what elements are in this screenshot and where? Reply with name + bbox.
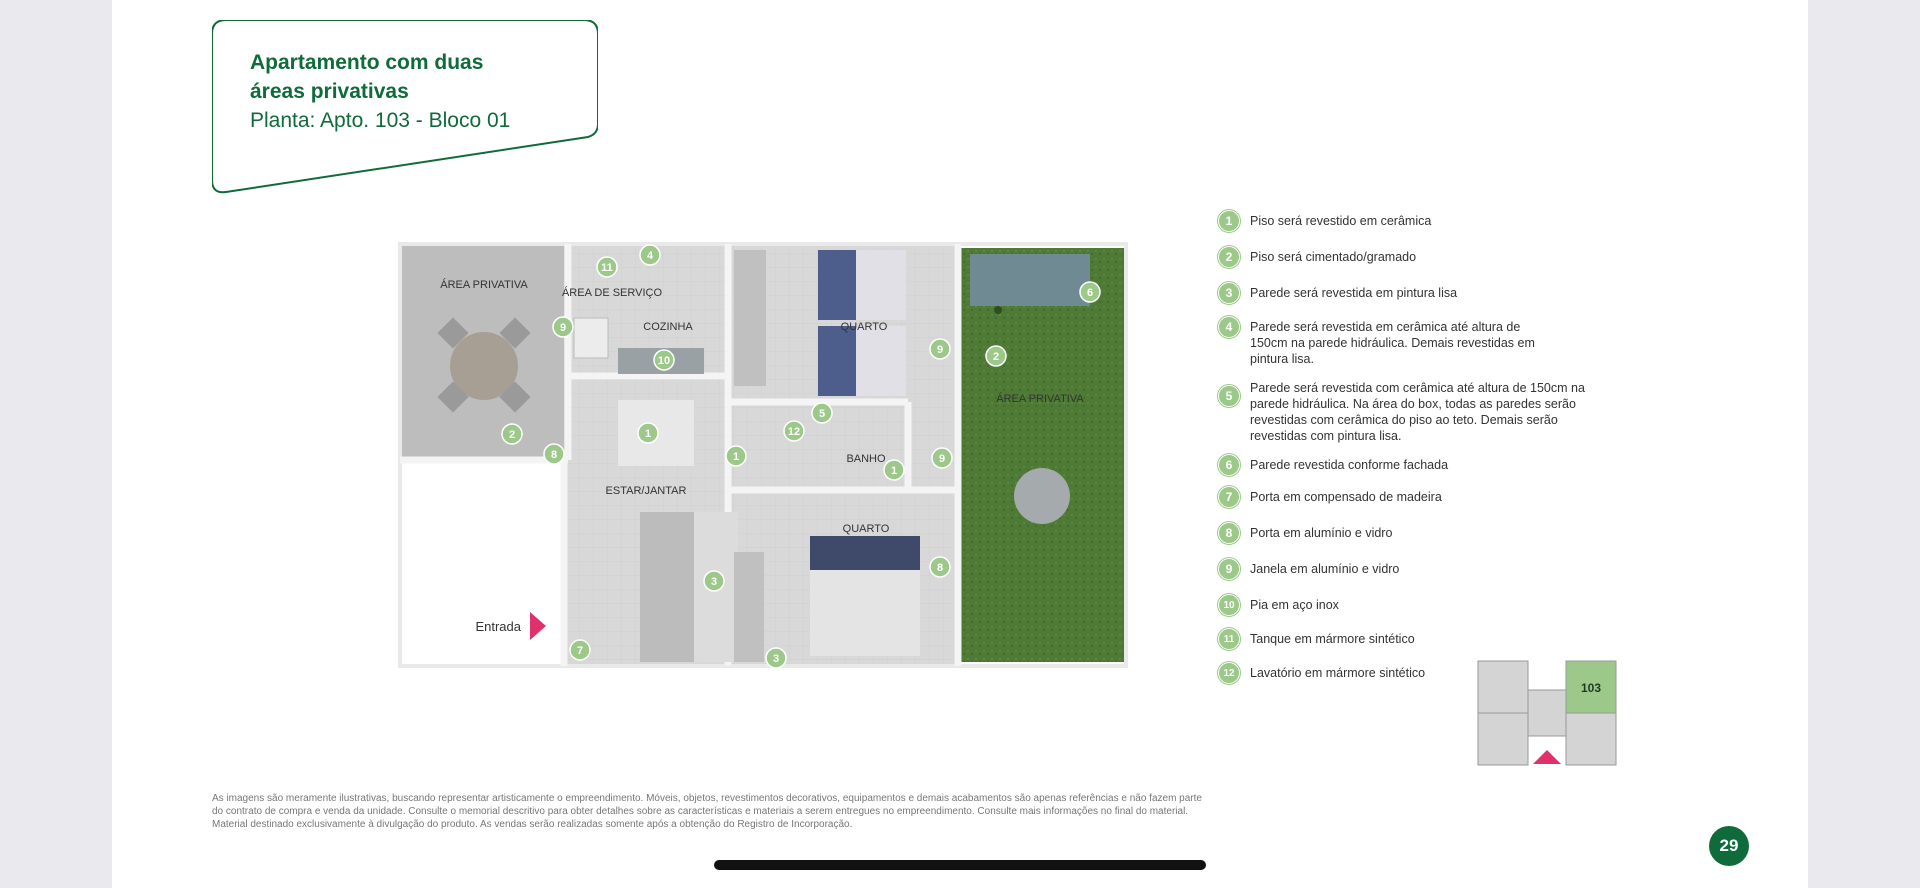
room-label-area-servico: ÁREA DE SERVIÇO — [561, 287, 663, 299]
legend-item — [1218, 558, 1618, 580]
svg-text:2: 2 — [992, 351, 1000, 363]
marker — [932, 448, 952, 468]
page-title-line-1: Apartamento com duas — [250, 51, 484, 74]
svg-text:6: 6 — [1086, 287, 1094, 299]
title-text-block — [250, 48, 590, 135]
room-label-cozinha: COZINHA — [643, 321, 693, 333]
legend-text: Parede será revestida em cerâmica até altura de 150cm na parede hidráulica. Demais revestidas em pintura lisa. — [1250, 320, 1535, 366]
laundry-tank — [574, 318, 608, 358]
marker — [553, 317, 573, 337]
marker — [544, 444, 564, 464]
marker — [570, 640, 590, 660]
entrance-arrow-icon — [530, 612, 546, 640]
disclaimer-line-3: Material destinado exclusivamente à divulgação do produto. As vendas serão realizadas somente após a obtenção do Registro de Incorporação. — [212, 819, 853, 830]
marker — [930, 557, 950, 577]
legend-number: 12 — [1218, 662, 1240, 684]
legend-text: Parede será revestida em pintura lisa — [1250, 286, 1458, 300]
legend-number: 2 — [1218, 246, 1240, 268]
key-plan-unit — [1566, 713, 1616, 765]
legend-text: Pia em aço inox — [1250, 598, 1339, 612]
marker — [640, 245, 660, 265]
legend-number: 10 — [1218, 594, 1240, 616]
brochure-page — [112, 0, 1808, 888]
legend-item — [1218, 628, 1618, 650]
disclaimer — [212, 792, 1342, 831]
room-label-banho: BANHO — [846, 453, 886, 465]
legend-number: 4 — [1218, 316, 1240, 338]
key-plan — [1477, 660, 1617, 766]
svg-text:9: 9 — [559, 322, 567, 334]
svg-text:9: 9 — [938, 453, 946, 465]
page-subtitle: Planta: Apto. 103 - Bloco 01 — [250, 109, 511, 132]
room-label-quarto-top: QUARTO — [840, 321, 888, 333]
svg-text:8: 8 — [936, 562, 944, 574]
marker — [726, 446, 746, 466]
marker — [654, 350, 674, 370]
bed-bottom-blanket — [810, 536, 920, 570]
title-card — [212, 20, 598, 194]
legend-text: Piso será revestido em cerâmica — [1250, 214, 1432, 228]
svg-text:1: 1 — [890, 465, 898, 477]
legend-item — [1218, 377, 1618, 444]
right-garden — [960, 248, 1126, 662]
legend-item — [1218, 316, 1618, 367]
legend-item — [1218, 246, 1618, 268]
room-label-estar-jantar: ESTAR/JANTAR — [605, 485, 687, 497]
wardrobe-bottom — [734, 552, 764, 662]
legend-item — [1218, 454, 1618, 476]
legend-text: Porta em compensado de madeira — [1250, 490, 1442, 504]
svg-text:1: 1 — [644, 428, 652, 440]
marker — [766, 648, 786, 668]
marker — [1080, 282, 1100, 302]
legend-item — [1218, 282, 1618, 304]
svg-text:12: 12 — [787, 426, 801, 438]
legend — [1218, 210, 1618, 696]
legend-text: Porta em alumínio e vidro — [1250, 526, 1393, 540]
svg-text:3: 3 — [772, 653, 780, 665]
svg-text:5: 5 — [818, 408, 826, 420]
right-round-table — [1014, 468, 1070, 524]
legend-number: 11 — [1218, 628, 1240, 650]
key-plan-arrow-icon — [1533, 750, 1561, 764]
home-indicator[interactable] — [714, 860, 1206, 870]
room-label-area-privativa-left: ÁREA PRIVATIVA — [440, 279, 528, 291]
legend-number: 3 — [1218, 282, 1240, 304]
disclaimer-line-2: do contrato de compra e venda da unidade. Consulte o memorial descritivo para obter detalhes sobre as características e materiais a serem entregues no empreendimento. Consulte mais informações no final do material. — [212, 806, 1189, 817]
svg-text:8: 8 — [550, 449, 558, 461]
marker — [930, 339, 950, 359]
legend-number: 6 — [1218, 454, 1240, 476]
legend-item — [1218, 486, 1618, 508]
garden-bench — [970, 254, 1090, 306]
key-plan-unit-label: 103 — [1580, 681, 1602, 695]
floor-plan — [398, 240, 1128, 670]
marker — [812, 403, 832, 423]
marker — [597, 257, 617, 277]
svg-text:3: 3 — [710, 576, 718, 588]
page-number-badge: 29 — [1709, 826, 1749, 866]
room-label-quarto-bottom: QUARTO — [842, 523, 890, 535]
svg-text:1: 1 — [732, 451, 740, 463]
bed-top-2-blanket — [818, 326, 856, 396]
disclaimer-line-1: As imagens são meramente ilustrativas, buscando representar artisticamente o empreendimento. Móveis, objetos, revestimentos decorativos, equipamentos e demais acabamentos são apenas referências e não fazem parte — [212, 793, 1202, 804]
marker — [884, 460, 904, 480]
svg-text:11: 11 — [601, 262, 613, 274]
legend-number: 1 — [1218, 210, 1240, 232]
legend-number: 5 — [1218, 385, 1240, 407]
marker — [638, 423, 658, 443]
legend-number: 9 — [1218, 558, 1240, 580]
marker — [704, 571, 724, 591]
legend-text: Parede será revestida com cerâmica até altura de 150cm na parede hidráulica. Na área do box, todas as paredes serão revestidas com cerâmica do piso ao teto. Demais serão revestidas com pintura lisa. — [1250, 381, 1585, 443]
svg-text:9: 9 — [936, 344, 944, 356]
svg-text:2: 2 — [508, 429, 516, 441]
marker — [784, 421, 804, 441]
bed-top-1-blanket — [818, 250, 856, 320]
svg-text:4: 4 — [646, 250, 654, 262]
legend-item — [1218, 522, 1618, 544]
legend-item — [1218, 210, 1618, 232]
key-plan-hall — [1528, 690, 1566, 736]
svg-text:10: 10 — [657, 355, 671, 367]
marker — [986, 346, 1006, 366]
entrance-label: Entrada — [475, 619, 521, 634]
legend-text: Parede revestida conforme fachada — [1250, 458, 1449, 472]
svg-text:7: 7 — [576, 645, 584, 657]
page-title-line-2: áreas privativas — [250, 80, 409, 103]
legend-number: 8 — [1218, 522, 1240, 544]
legend-item — [1218, 594, 1618, 616]
legend-text: Janela em alumínio e vidro — [1250, 562, 1400, 576]
marker — [502, 424, 522, 444]
room-label-area-privativa-right: ÁREA PRIVATIVA — [996, 393, 1084, 405]
key-plan-unit — [1478, 713, 1528, 765]
legend-text: Piso será cimentado/gramado — [1250, 250, 1417, 264]
legend-text: Lavatório em mármore sintético — [1250, 666, 1426, 680]
legend-number: 7 — [1218, 486, 1240, 508]
key-plan-unit — [1478, 661, 1528, 713]
wardrobe-top — [734, 250, 766, 386]
legend-text: Tanque em mármore sintético — [1250, 632, 1415, 646]
